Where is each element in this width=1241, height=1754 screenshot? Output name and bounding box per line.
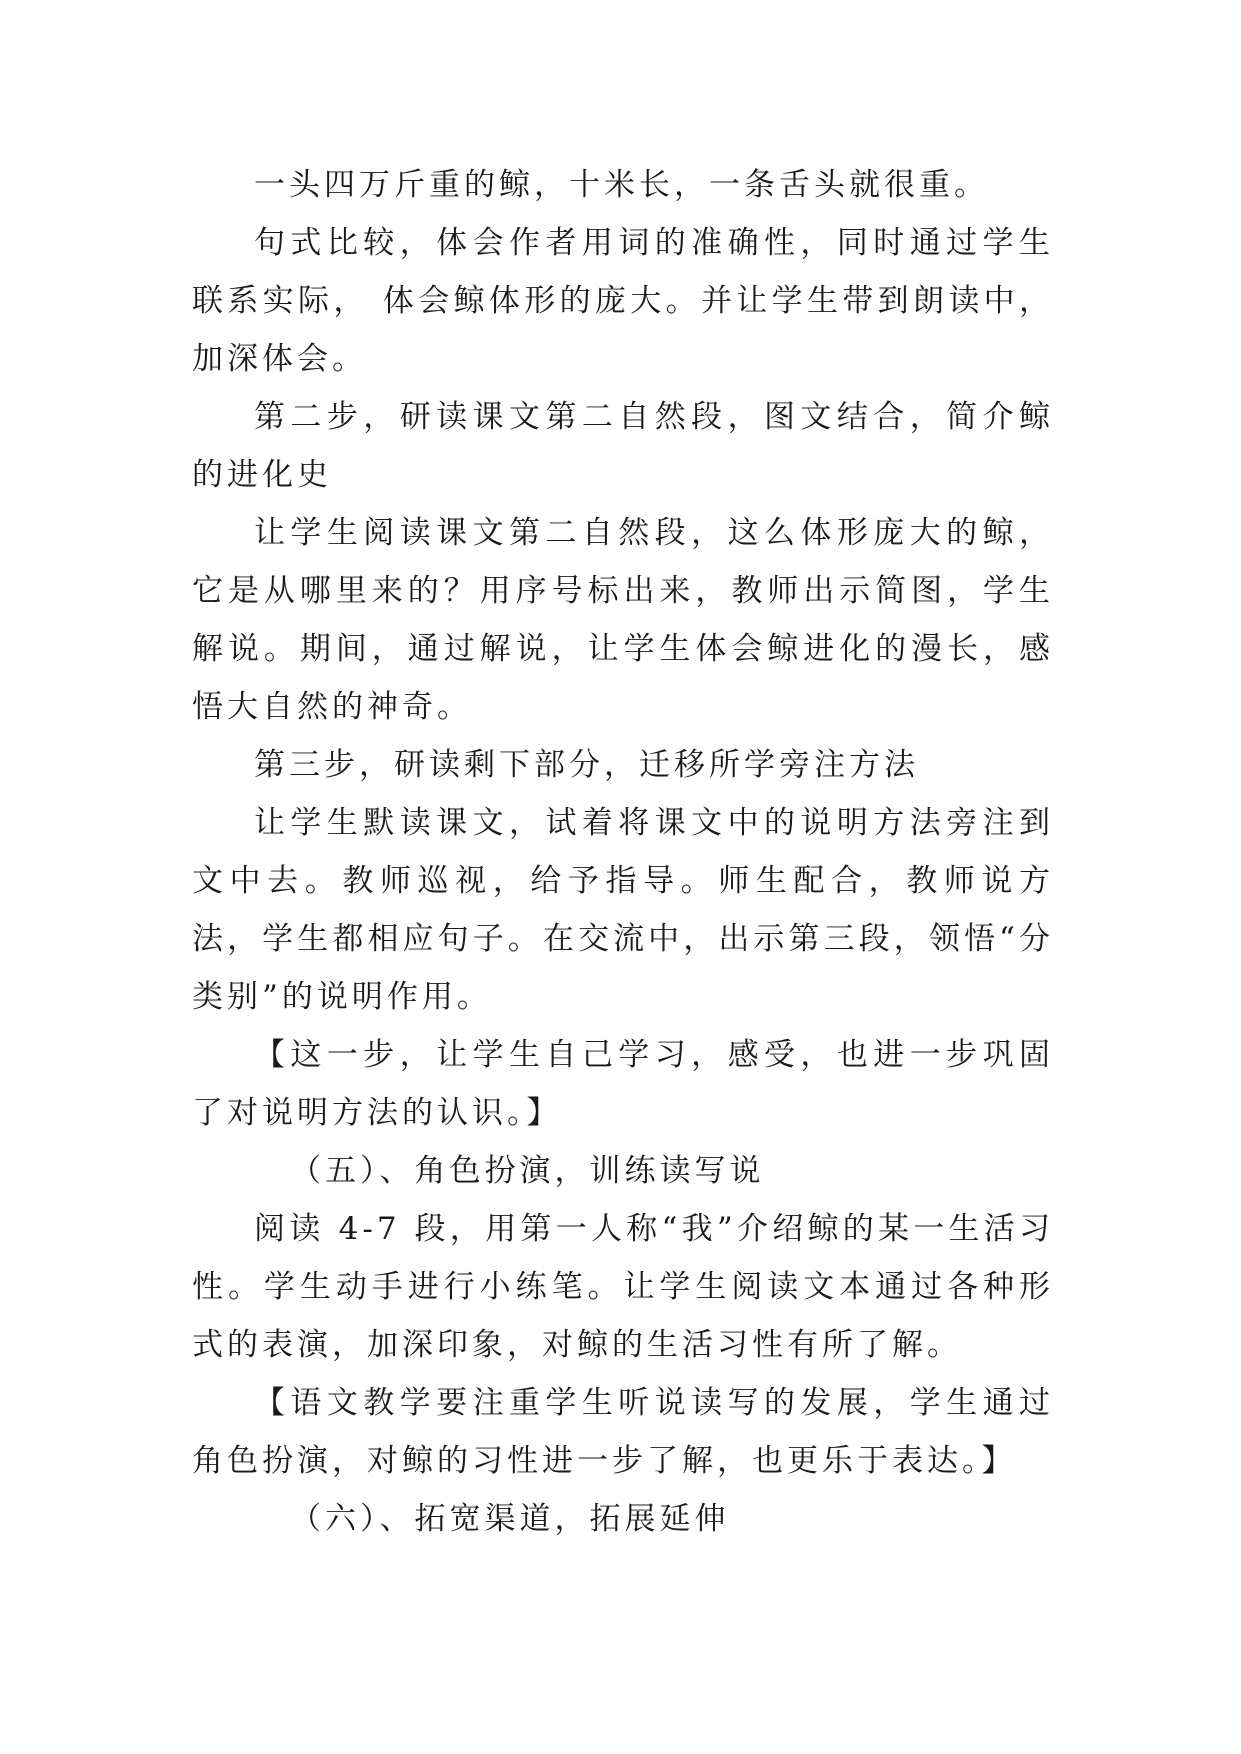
- paragraph-step-three: 第三步，研读剩下部分，迁移所学旁注方法: [254, 747, 919, 783]
- paragraph-comment-listening: 【语文教学要注重学生听说读写的发展，学生通过角色扮演，对鲸的习性进一步了解，也更乐于表达。】: [192, 1385, 1054, 1479]
- document-body: [192, 156, 1054, 1548]
- section-heading-extension: （六）、拓宽渠道，拓展延伸: [290, 1501, 730, 1537]
- paragraph-reading-4-7: 阅读 4-7 段，用第一人称“我”介绍鲸的某一生活习性。学生动手进行小练笔。让学生阅读文本通过各种形式的表演，加深印象，对鲸的生活习性有所了解。: [192, 1211, 1054, 1363]
- paragraph-evolution-reading: 让学生阅读课文第二自然段，这么体形庞大的鲸，它是从哪里来的？用序号标出来，教师出示简图，学生解说。期间，通过解说，让学生体会鲸进化的漫长，感悟大自然的神奇。: [192, 515, 1054, 725]
- section-heading-role-play: （五）、角色扮演，训练读写说: [290, 1153, 765, 1189]
- paragraph-comment-self-study: 【这一步，让学生自己学习，感受，也进一步巩固了对说明方法的认识。】: [192, 1037, 1054, 1131]
- paragraph-silent-reading: 让学生默读课文，试着将课文中的说明方法旁注到文中去。教师巡视，给予指导。师生配合，教师说方法，学生都相应句子。在交流中，出示第三段，领悟“分类别”的说明作用。: [192, 805, 1054, 1015]
- paragraph-sentence-comparison: 句式比较，体会作者用词的准确性，同时通过学生联系实际， 体会鲸体形的庞大。并让学生带到朗读中，加深体会。: [192, 225, 1054, 377]
- paragraph-whale-example: 一头四万斤重的鲸，十米长，一条舌头就很重。: [254, 167, 989, 203]
- paragraph-step-two: 第二步，研读课文第二自然段，图文结合，简介鲸的进化史: [192, 399, 1054, 493]
